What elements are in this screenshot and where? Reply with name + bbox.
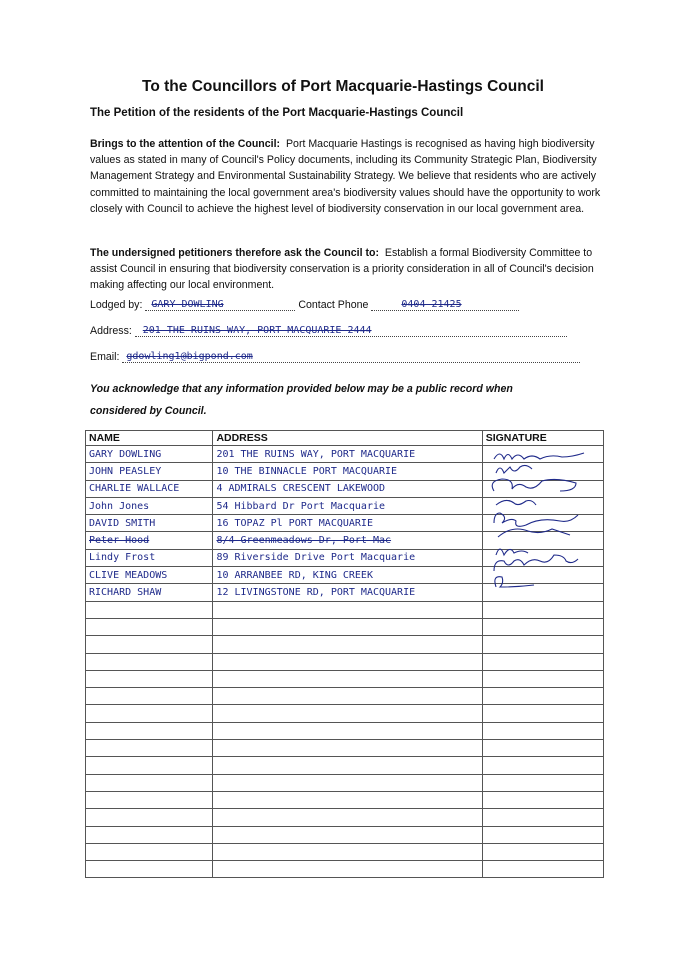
address-cell [213, 688, 482, 705]
address-label: Address: [90, 325, 132, 337]
address-cell [213, 826, 482, 843]
address-value: 8/4 Greenmeadows Dr, Port Mac [216, 535, 392, 547]
name-cell [86, 774, 213, 791]
signatures-ink [490, 447, 610, 597]
name-cell [86, 722, 213, 739]
table-row [86, 740, 604, 757]
address-cell [213, 809, 482, 826]
address-cell [213, 497, 482, 514]
address-value: 89 Riverside Drive Port Macquarie [216, 552, 416, 564]
brings-text: Port Macquarie Hastings is recognised as having high biodiversity values as stated in many of Council's Policy documents, including its Community Strategic Plan, Biodiversity Management Strategy and Environmental Sustainability Strategy. We believe that residents who are actively committed to maintaining the local government area's biodiversity values should have the opportunity to work closely with Council to achieve the highest level of biodiversity conservation in our local government area. [90, 138, 601, 215]
name-cell [86, 688, 213, 705]
signature-cell [482, 636, 603, 653]
signature-cell [482, 688, 603, 705]
signature-7 [496, 549, 528, 555]
name-cell [86, 740, 213, 757]
table-row [86, 670, 604, 687]
address-value: 12 LIVINGSTONE RD, PORT MACQUARIE [216, 587, 416, 599]
ask-text: Establish a formal Biodiversity Committee to assist Council in ensuring that biodiversity conservation is a priority consideration in all of Council's decision making affecting our local environment. [90, 247, 594, 292]
signature-5 [494, 513, 578, 526]
signature-cell [482, 601, 603, 618]
address-cell [213, 446, 482, 463]
table-row [86, 843, 604, 860]
address-cell [213, 480, 482, 497]
address-cell [213, 549, 482, 566]
signature-6 [498, 529, 570, 537]
name-cell [86, 636, 213, 653]
name-value: Lindy Frost [89, 552, 156, 564]
address-cell [213, 843, 482, 860]
name-cell [86, 670, 213, 687]
name-value: John Jones [89, 500, 150, 512]
name-cell [86, 463, 213, 480]
name-cell [86, 601, 213, 618]
address-cell [213, 740, 482, 757]
address-cell [213, 705, 482, 722]
name-column-header: NAME [86, 431, 213, 446]
address-cell [213, 774, 482, 791]
name-value: DAVID SMITH [89, 517, 156, 529]
name-cell [86, 809, 213, 826]
ask-label: The undersigned petitioners therefore ask the Council to: [90, 247, 380, 259]
name-cell [86, 861, 213, 878]
address-value: 54 Hibbard Dr Port Macquarie [216, 500, 386, 512]
table-row [86, 774, 604, 791]
address-value: 16 TOPAZ Pl PORT MACQUARIE [216, 517, 373, 529]
table-row [86, 826, 604, 843]
address-line [90, 324, 567, 337]
signature-cell [482, 722, 603, 739]
name-cell [86, 843, 213, 860]
signature-cell [482, 757, 603, 774]
name-value: GARY DOWLING [89, 448, 162, 460]
address-value: 201 THE RUINS WAY, PORT MACQUARIE [216, 448, 416, 460]
name-cell [86, 497, 213, 514]
signature-8 [494, 555, 578, 571]
name-value: CLIVE MEADOWS [89, 569, 168, 581]
address-cell [213, 757, 482, 774]
public-record-note: You acknowledge that any information provided below may be a public record when [90, 383, 513, 395]
address-cell [213, 618, 482, 635]
brings-paragraph [90, 136, 610, 217]
signature-cell [482, 740, 603, 757]
table-row [86, 636, 604, 653]
brings-label: Brings to the attention of the Council: [90, 138, 281, 150]
table-row [86, 722, 604, 739]
name-cell [86, 532, 213, 549]
table-row [86, 653, 604, 670]
address-cell [213, 636, 482, 653]
signature-cell [482, 861, 603, 878]
address-cell [213, 515, 482, 532]
address-cell [213, 861, 482, 878]
address-cell [213, 567, 482, 584]
name-cell [86, 653, 213, 670]
lodged-by-label: Lodged by: [90, 299, 143, 311]
signature-cell [482, 791, 603, 808]
name-cell [86, 618, 213, 635]
address-cell [213, 791, 482, 808]
ask-paragraph [90, 245, 610, 294]
table-row [86, 618, 604, 635]
lodged-by-value: GARY DOWLING [151, 299, 224, 310]
address-cell [213, 653, 482, 670]
table-row [86, 791, 604, 808]
signature-9 [495, 577, 534, 587]
name-cell [86, 446, 213, 463]
signature-1 [494, 453, 584, 459]
address-cell [213, 601, 482, 618]
table-row [86, 688, 604, 705]
contact-phone-label: Contact Phone [298, 299, 369, 311]
address-value: 10 ARRANBEE RD, KING CREEK [216, 569, 373, 581]
signature-3 [492, 479, 576, 491]
address-value: 201 THE RUINS WAY, PORT MACQUARIE 2444 [142, 325, 372, 336]
signature-cell [482, 843, 603, 860]
contact-phone-value: 0404 21425 [401, 299, 462, 310]
table-row [86, 757, 604, 774]
name-cell [86, 480, 213, 497]
address-cell [213, 670, 482, 687]
signature-cell [482, 774, 603, 791]
signature-cell [482, 809, 603, 826]
petition-subtitle: The Petition of the residents of the Port Macquarie-Hastings Council [90, 107, 464, 119]
public-record-note-2: considered by Council. [90, 405, 207, 417]
signature-column-header: SIGNATURE [482, 431, 603, 446]
signature-cell [482, 705, 603, 722]
signature-cell [482, 670, 603, 687]
name-cell [86, 826, 213, 843]
name-cell [86, 515, 213, 532]
signature-cell [482, 618, 603, 635]
name-cell [86, 791, 213, 808]
address-value: 4 ADMIRALS CRESCENT LAKEWOOD [216, 483, 386, 495]
table-row [86, 861, 604, 878]
signature-2 [496, 465, 532, 473]
table-row [86, 705, 604, 722]
address-value: 10 THE BINNACLE PORT MACQUARIE [216, 465, 398, 477]
name-cell [86, 549, 213, 566]
email-label: Email: [90, 351, 120, 363]
address-cell [213, 722, 482, 739]
lodged-by-line [90, 298, 519, 311]
table-header-row [86, 431, 604, 446]
name-cell [86, 757, 213, 774]
email-value: gdowling1@bigpond.com [126, 351, 253, 362]
name-value: CHARLIE WALLACE [89, 483, 180, 495]
email-line [90, 350, 580, 363]
signature-cell [482, 653, 603, 670]
name-value: Peter Hood [89, 535, 150, 547]
signature-cell [482, 826, 603, 843]
address-cell [213, 532, 482, 549]
name-cell [86, 584, 213, 601]
address-column-header: ADDRESS [213, 431, 482, 446]
page-title: To the Councillors of Port Macquarie-Hastings Council [142, 78, 544, 95]
table-row [86, 809, 604, 826]
table-row [86, 601, 604, 618]
name-value: JOHN PEASLEY [89, 465, 162, 477]
name-value: RICHARD SHAW [89, 587, 162, 599]
address-cell [213, 463, 482, 480]
signature-4 [496, 500, 536, 505]
address-cell [213, 584, 482, 601]
name-cell [86, 567, 213, 584]
name-cell [86, 705, 213, 722]
